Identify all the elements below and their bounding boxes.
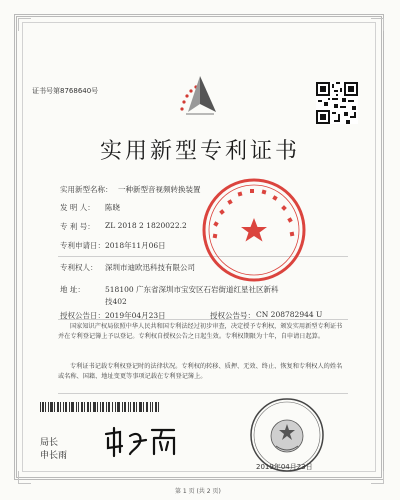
field-label: 授权公告日： xyxy=(60,311,105,320)
patent-number-row xyxy=(60,221,187,232)
certificate-statement: 国家知识产权局依照中华人民共和国专利法经过初步审查，决定授予专利权，颁发实用新型专利证书并在专利登记簿上予以登记。专利权自授权公告之日起生效。专利权期限为十年，自申请日起算。 xyxy=(58,323,343,340)
field-value: 2019年04月23日 xyxy=(105,311,166,320)
corner-ornament xyxy=(18,18,31,31)
address-row-continued: 技402 xyxy=(105,297,127,306)
director-title: 局长 xyxy=(40,438,59,448)
field-value: 陈晓 xyxy=(105,203,120,212)
corner-ornament xyxy=(18,471,31,484)
field-value: 一种新型音视频转换装置 xyxy=(118,185,201,194)
company-seal-icon xyxy=(200,176,308,284)
corner-ornament xyxy=(371,471,384,484)
qr-code-icon xyxy=(316,82,358,124)
certificate-title: 实用新型专利证书 xyxy=(99,139,300,164)
utility-model-name-row xyxy=(60,184,201,195)
divider xyxy=(58,393,348,394)
divider xyxy=(58,319,348,320)
director-name: 申长雨 xyxy=(40,451,68,461)
field-value: 2018年11月06日 xyxy=(105,241,166,250)
certificate-number: 证书号第8768640号 xyxy=(32,87,99,95)
field-label: 实用新型名称： xyxy=(60,185,113,194)
inventor-row xyxy=(60,202,120,213)
field-label: 专利权人： xyxy=(60,263,98,272)
field-value: CN 208782944 U xyxy=(256,310,323,319)
field-label: 发 明 人： xyxy=(60,203,95,212)
certificate-note: 专利证书记载专利权登记时的法律状况。专利权的转移、质押、无效、终止、恢复和专利权人的姓名或名称、国籍、地址变更等事项记载在专利登记簿上。 xyxy=(58,363,343,380)
issue-date: 2019年04月23日 xyxy=(256,463,313,471)
patentee-row xyxy=(60,262,195,273)
signature-icon xyxy=(100,424,180,458)
field-label: 授权公告号： xyxy=(210,311,255,320)
field-label: 专利申请日： xyxy=(60,241,105,250)
field-value: ZL 2018 2 1820022.2 xyxy=(105,221,187,230)
corner-ornament xyxy=(371,18,384,31)
page-number: 第 1 页 (共 2 页) xyxy=(175,488,221,495)
field-value: 深圳市迪欧迅科技有限公司 xyxy=(105,263,195,272)
field-label: 地 址： xyxy=(60,285,85,294)
field-value: 518100 广东省深圳市宝安区石岩街道红星社区新科 xyxy=(105,285,279,294)
address-row xyxy=(60,284,279,295)
barcode-icon xyxy=(40,402,160,412)
patent-office-emblem-icon xyxy=(176,72,224,120)
filing-date-row xyxy=(60,240,166,251)
field-label: 专 利 号： xyxy=(60,222,95,231)
